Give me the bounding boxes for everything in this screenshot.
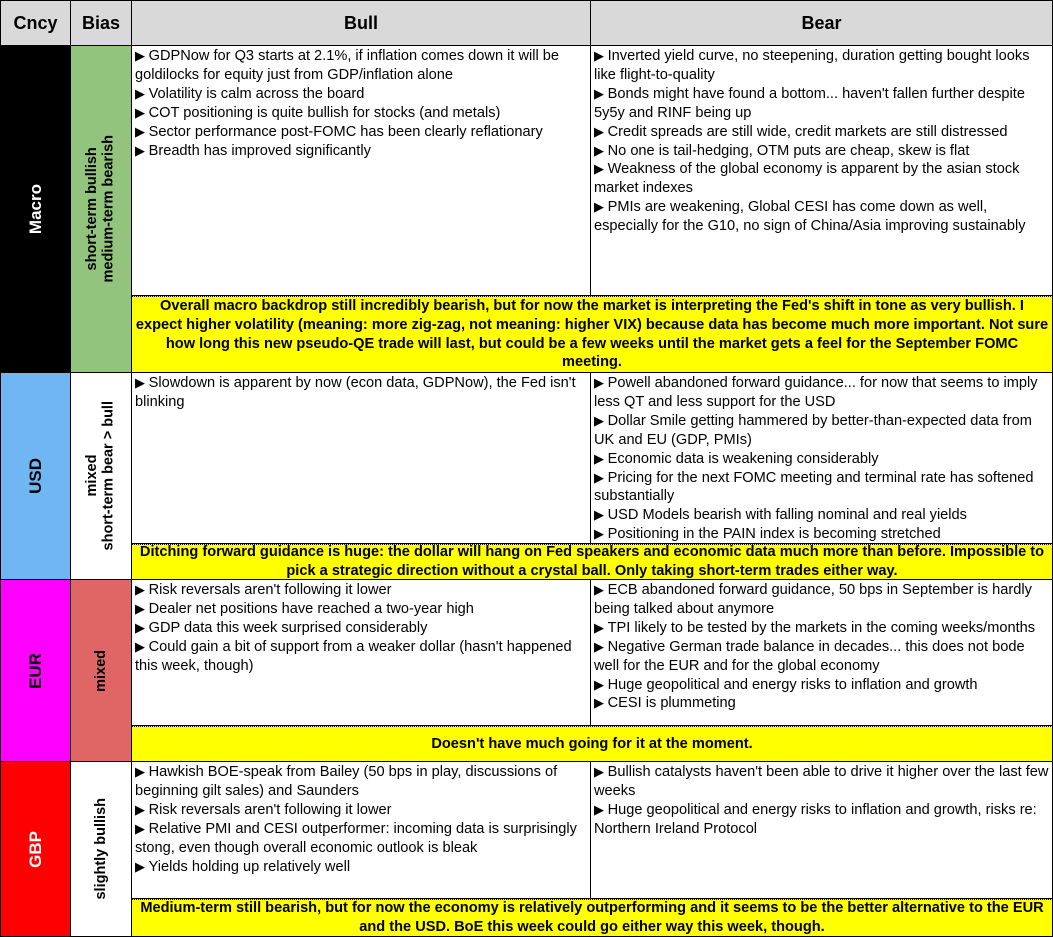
- list-item: ▶ Weakness of the global economy is apparent by the asian stock market indexes: [594, 160, 1049, 198]
- list-item: ▶ USD Models bearish with falling nominal and real yields: [594, 506, 1049, 525]
- list-item: ▶ Sector performance post-FOMC has been clearly reflationary: [135, 123, 587, 142]
- bull-list-gbp: [132, 762, 591, 899]
- bull-list-usd: [132, 373, 591, 544]
- bias-label-gbp: slightly bullish: [92, 798, 109, 900]
- currency-cell-gbp: [1, 762, 71, 937]
- list-item: ▶ Bonds might have found a bottom... haven't fallen further despite 5y5y and RINF being up: [594, 85, 1049, 123]
- list-item: ▶ Huge geopolitical and energy risks to inflation and growth: [594, 676, 1049, 695]
- currency-cell-macro: [1, 46, 71, 373]
- list-item: ▶ GDPNow for Q3 starts at 2.1%, if inflation comes down it will be goldilocks for equity just from GDP/inflation alone: [135, 47, 587, 85]
- list-item: ▶ Credit spreads are still wide, credit markets are still distressed: [594, 123, 1049, 142]
- header-currency: Cncy: [1, 1, 71, 46]
- bias-cell-gbp: [71, 762, 132, 937]
- currency-label-gbp: GBP: [25, 830, 45, 868]
- bull-list-macro: [132, 46, 591, 296]
- bias-label-macro: short-term bullish medium-term bearish: [84, 135, 117, 283]
- bias-label-usd: mixed short-term bear > bull: [84, 401, 117, 551]
- list-item: ▶ Hawkish BOE-speak from Bailey (50 bps in play, discussions of beginning gilt sales) and Saunders: [135, 763, 587, 801]
- list-item: ▶ PMIs are weakening, Global CESI has come down as well, especially for the G10, no sign of China/Asia improving sustainably: [594, 198, 1049, 236]
- summary-eur: Doesn't have much going for it at the moment.: [132, 726, 1053, 762]
- list-item: ▶ Bullish catalysts haven't been able to drive it higher over the last few weeks: [594, 763, 1049, 801]
- header-bull: Bull: [132, 1, 591, 46]
- list-item: ▶ Pricing for the next FOMC meeting and terminal rate has softened substantially: [594, 469, 1049, 507]
- bear-list-macro: [591, 46, 1053, 296]
- list-item: ▶ Economic data is weakening considerably: [594, 450, 1049, 469]
- list-item: ▶ Relative PMI and CESI outperformer: incoming data is surprisingly stong, even though overall economic outlook is bleak: [135, 820, 587, 858]
- list-item: ▶ GDP data this week surprised considerably: [135, 619, 587, 638]
- list-item: ▶ Yields holding up relatively well: [135, 858, 587, 877]
- summary-gbp: Medium-term still bearish, but for now the economy is relatively outperforming and it seems to be the better alternative to the EUR and the USD. BoE this week could go either way this week, though.: [132, 899, 1053, 937]
- list-item: ▶ Dollar Smile getting hammered by better-than-expected data from UK and EU (GDP, PMIs): [594, 412, 1049, 450]
- list-item: ▶ Positioning in the PAIN index is becoming stretched: [594, 525, 1049, 544]
- bias-label-eur: mixed: [92, 649, 109, 692]
- bias-cell-eur: [71, 580, 132, 762]
- currency-label-eur: EUR: [25, 652, 45, 689]
- list-item: ▶ Slowdown is apparent by now (econ data, GDPNow), the Fed isn't blinking: [135, 374, 587, 412]
- currency-label-macro: Macro: [25, 183, 45, 235]
- summary-usd: Ditching forward guidance is huge: the dollar will hang on Fed speakers and economic data much more than before. Impossible to pick a strategic direction without a crystal ball. Only taking short-term trades either way.: [132, 544, 1053, 580]
- bias-cell-macro: [71, 46, 132, 373]
- list-item: ▶ Could gain a bit of support from a weaker dollar (hasn't happened this week, though): [135, 638, 587, 676]
- bull-list-eur: [132, 580, 591, 726]
- list-item: ▶ Risk reversals aren't following it lower: [135, 801, 587, 820]
- currency-label-usd: USD: [25, 458, 45, 494]
- list-item: ▶ CESI is plummeting: [594, 694, 1049, 713]
- list-item: ▶ Risk reversals aren't following it lower: [135, 581, 587, 600]
- bear-list-usd: [591, 373, 1053, 544]
- list-item: ▶ COT positioning is quite bullish for stocks (and metals): [135, 104, 587, 123]
- currency-cell-usd: [1, 373, 71, 580]
- currency-cell-eur: [1, 580, 71, 762]
- header-bias: Bias: [71, 1, 132, 46]
- list-item: ▶ Dealer net positions have reached a two-year high: [135, 600, 587, 619]
- list-item: ▶ Volatility is calm across the board: [135, 85, 587, 104]
- list-item: ▶ Powell abandoned forward guidance... for now that seems to imply less QT and less support for the USD: [594, 374, 1049, 412]
- list-item: ▶ ECB abandoned forward guidance, 50 bps in September is hardly being talked about anymore: [594, 581, 1049, 619]
- list-item: ▶ Inverted yield curve, no steepening, duration getting bought looks like flight-to-quality: [594, 47, 1049, 85]
- summary-macro: Overall macro backdrop still incredibly bearish, but for now the market is interpreting the Fed's shift in tone as very bullish. I expect higher volatility (meaning: more zig-zag, not meaning: higher VIX) because data has become much more important. Not sure how long this new pseudo-QE trade will last, but could be a few weeks until the market gets a feel for the September FOMC meeting.: [132, 296, 1053, 373]
- list-item: ▶ TPI likely to be tested by the markets in the coming weeks/months: [594, 619, 1049, 638]
- list-item: ▶ Breadth has improved significantly: [135, 142, 587, 161]
- bias-cell-usd: [71, 373, 132, 580]
- list-item: ▶ Huge geopolitical and energy risks to inflation and growth, risks re: Northern Ireland Protocol: [594, 801, 1049, 839]
- list-item: ▶ Negative German trade balance in decades... this does not bode well for the EUR and for the global economy: [594, 638, 1049, 676]
- header-bear: Bear: [591, 1, 1053, 46]
- list-item: ▶ No one is tail-hedging, OTM puts are cheap, skew is flat: [594, 142, 1049, 161]
- bear-list-eur: [591, 580, 1053, 726]
- bear-list-gbp: [591, 762, 1053, 899]
